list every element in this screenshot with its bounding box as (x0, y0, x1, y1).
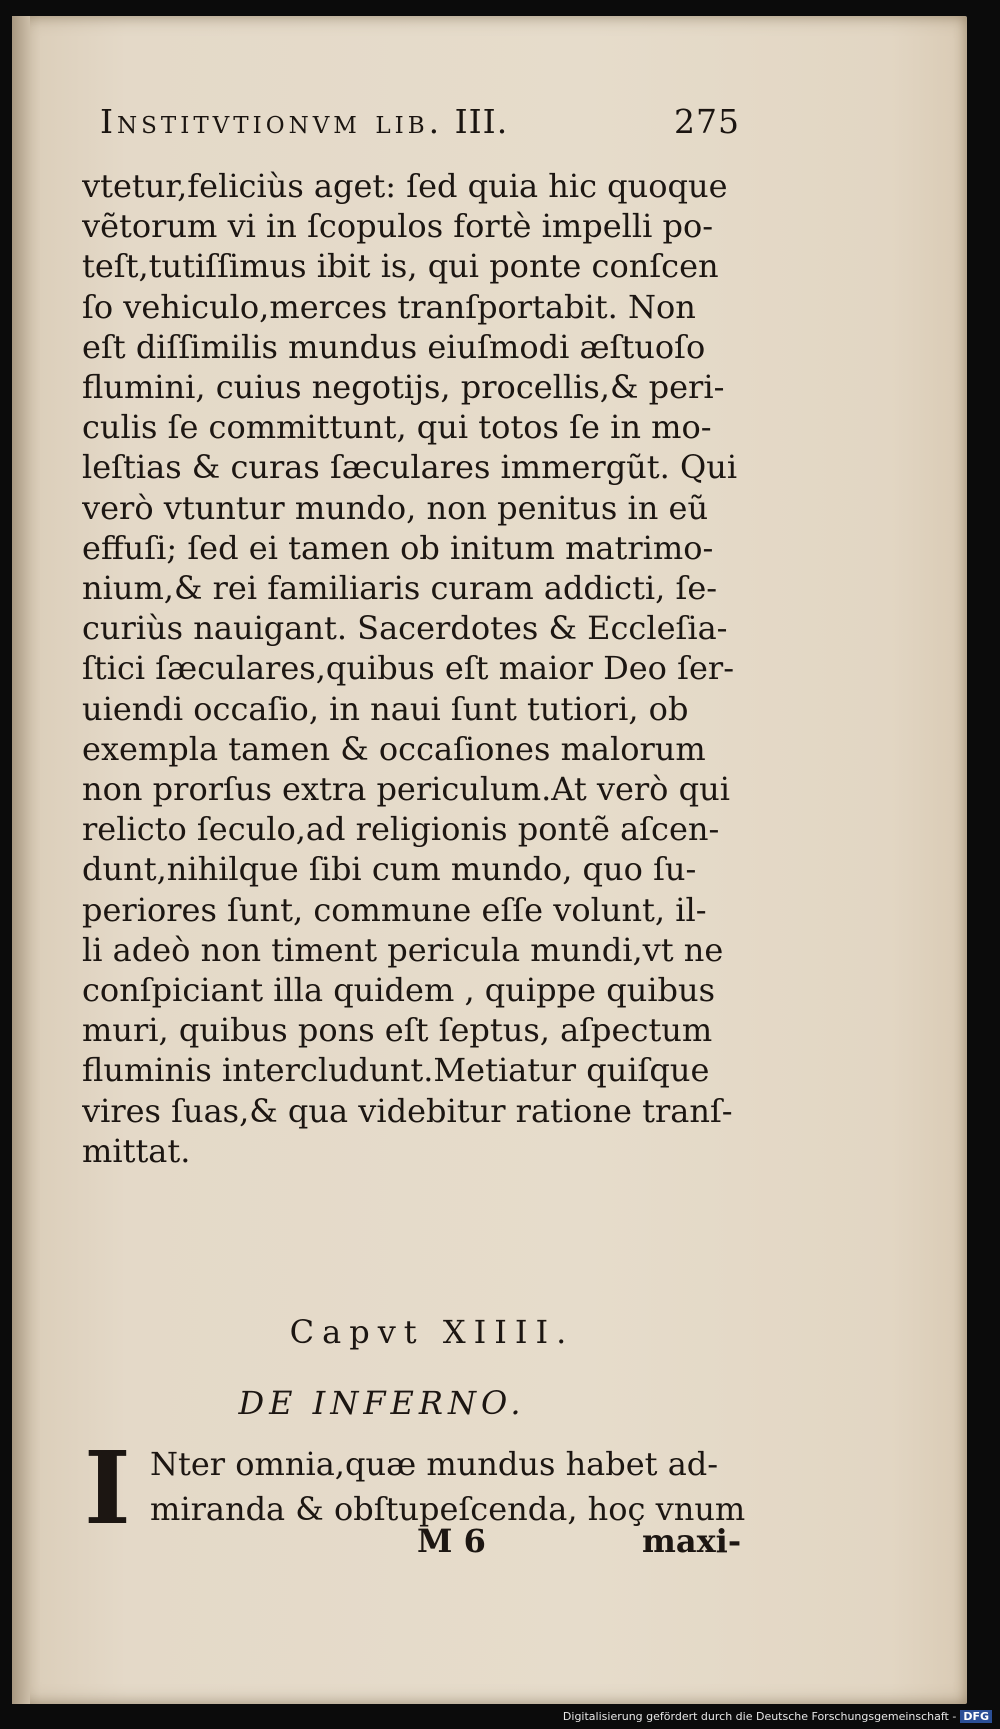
catchword: maxi- (642, 1522, 742, 1560)
running-head (100, 102, 740, 141)
signature-mark: M 6 (417, 1522, 486, 1560)
text-line: non prorſus extra periculum.At verò qui (82, 770, 730, 809)
text-line: mittat. (82, 1131, 191, 1170)
chapter-subheading: DE INFERNO. (238, 1384, 526, 1422)
text-line: vẽtorum vi in ſcopulos fortè impelli po- (82, 207, 714, 246)
text-line: eſt diſſimilis mundus eiuſmodi æſtuoſo (82, 327, 706, 366)
text-line: culis ſe committunt, qui totos ſe in mo- (82, 408, 712, 447)
digitization-credit (0, 1710, 992, 1723)
text-line: li adeò non timent pericula mundi,vt ne (82, 930, 724, 969)
text-line: vires ſuas,& qua videbitur ratione tranſ- (82, 1091, 733, 1130)
running-head-book: III. (454, 102, 509, 141)
text-line: exempla tamen & occaſiones malorum (82, 729, 706, 768)
text-line: miranda & obſtupeſcenda, hoç vnum (150, 1490, 746, 1528)
chapter-heading: Capvt XIIII. (289, 1313, 575, 1351)
credit-text: Digitalisierung gefördert durch die Deutsche Forschungsgemeinschaft - (562, 1710, 957, 1723)
text-line: periores ſunt, commune eſſe volunt, il- (82, 890, 707, 929)
text-line: muri, quibus pons eſt ſeptus, aſpectum (82, 1011, 713, 1050)
text-line: Nter omnia,quæ mundus habet ad- (150, 1445, 719, 1483)
text-line: ſo vehiculo,merces tranſportabit. Non (82, 287, 696, 326)
text-line: conſpiciant illa quidem , quippe quibus (82, 971, 716, 1010)
text-line: dunt,nihilque ſibi cum mundo, quo ſu- (82, 850, 697, 889)
chapter-text-block (150, 1442, 750, 1532)
text-line: uiendi occaſio, in naui ſunt tutiori, ob (82, 689, 689, 728)
book-page (12, 16, 967, 1704)
dfg-logo: DFG (960, 1710, 992, 1723)
text-line: flumini, cuius negotijs, procellis,& peri- (82, 368, 725, 407)
text-line: curiùs nauigant. Sacerdotes & Eccleſia- (82, 609, 728, 648)
text-line: fluminis intercludunt.Metiatur quiſque (82, 1051, 710, 1090)
text-line: ſtici ſæculares,quibus eſt maior Deo ſer- (82, 649, 734, 688)
main-text-block (82, 166, 747, 1171)
text-line: relicto ſeculo,ad religionis pontẽ aſcen- (82, 810, 720, 849)
drop-cap-initial: I (84, 1429, 131, 1547)
page-number: 275 (674, 102, 740, 141)
running-head-title: Institvtionvm lib. (100, 102, 444, 141)
text-line: vtetur,feliciùs aget: ſed quia hic quoque (82, 167, 728, 205)
text-line: nium,& rei familiaris curam addicti, ſe- (82, 569, 718, 608)
text-line: effuſi; ſed ei tamen ob initum matrimo- (82, 528, 714, 567)
text-line: teſt,tutiſſimus ibit is, qui ponte conſcen (82, 247, 719, 286)
text-line: leſtias & curas ſæculares immergũt. Qui (82, 448, 738, 487)
page-gutter-shadow (12, 16, 30, 1704)
text-line: verò vtuntur mundo, non penitus in eũ (82, 488, 709, 527)
